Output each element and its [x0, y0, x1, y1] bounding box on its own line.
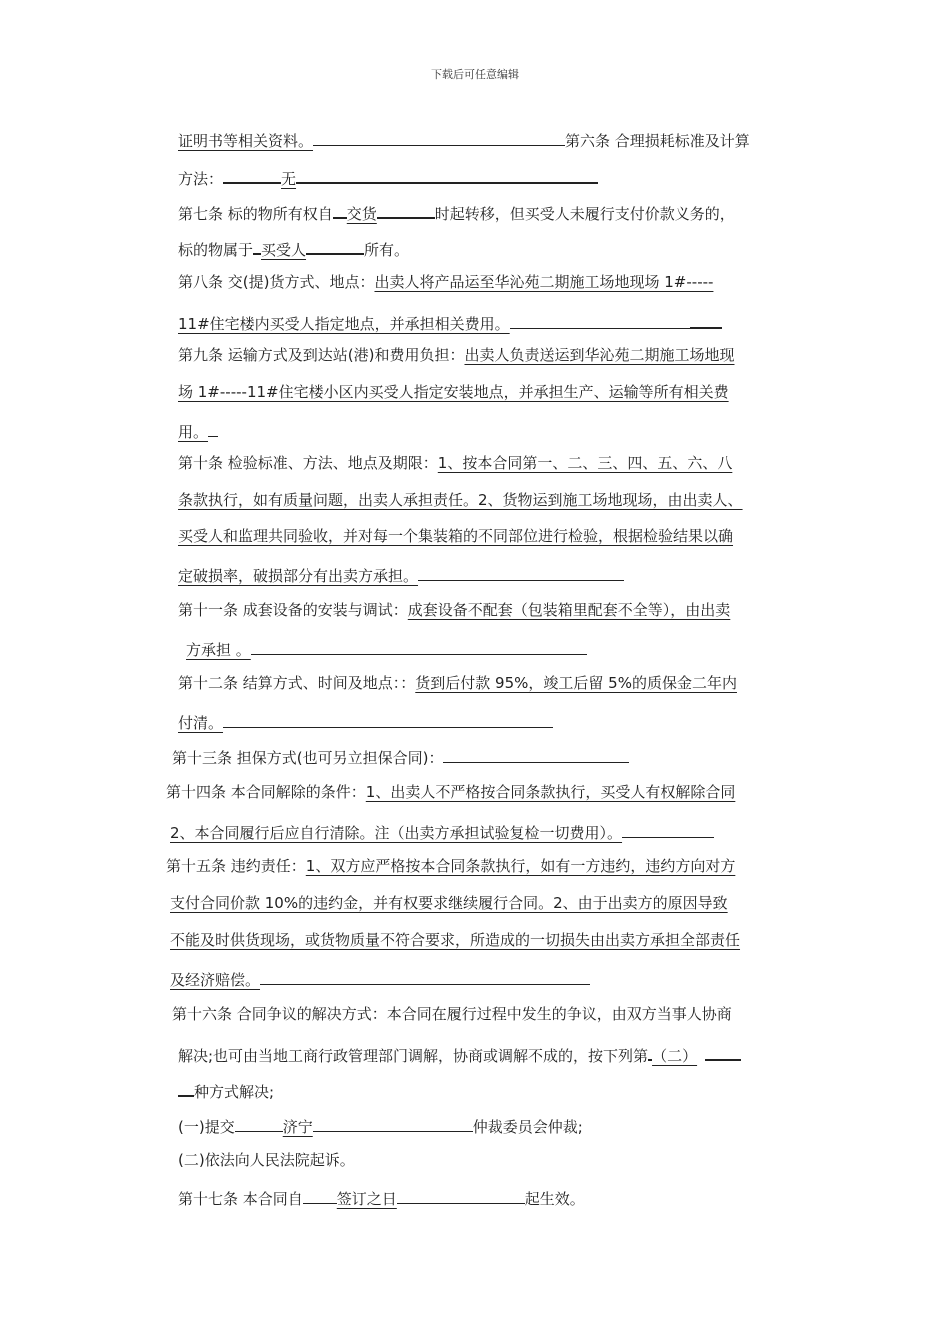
- owner-value: 买受人: [261, 241, 307, 259]
- article17-heading: 第十七条 本合同自: [178, 1190, 303, 1208]
- arbitration-city: 济宁: [282, 1118, 313, 1136]
- line-article6-method: [178, 165, 598, 189]
- line-article16-cont: [178, 1042, 741, 1066]
- blank-field: [303, 1186, 337, 1204]
- option1-suffix: 仲裁委员会仲裁;: [472, 1118, 583, 1136]
- article12-heading: 第十二条 结算方式、时间及地点：：: [178, 674, 416, 692]
- blank-field: [251, 637, 587, 655]
- line-article13: [172, 745, 629, 768]
- line-article14: [166, 782, 735, 802]
- blank-field: [235, 1114, 283, 1132]
- line-article10-cont1: [178, 490, 743, 510]
- article11-heading: 第十一条 成套设备的安装与调试：: [178, 601, 408, 619]
- method-label: 方法：: [178, 170, 224, 188]
- line-article15: [166, 856, 735, 876]
- blank-field: [306, 236, 364, 255]
- article14-terms: 1、出卖人不严格按合同条款执行，买受人有权解除合同: [365, 783, 736, 801]
- blank-field: [510, 311, 690, 329]
- line-article11-cont: [186, 637, 587, 660]
- article8-terms-cont: 11#住宅楼内买受人指定地点，并承担相关费用。: [178, 315, 510, 333]
- article7-text-cont: 时起转移，但买受人未履行支付价款义务的，: [434, 205, 735, 223]
- line-option-court: [178, 1150, 355, 1170]
- line-article16: [172, 1004, 732, 1024]
- line-article9-end: [178, 419, 218, 442]
- article14-heading: 第十四条 本合同解除的条件：: [166, 783, 366, 801]
- line-article10-cont3: [178, 563, 624, 586]
- transfer-point: 交货: [346, 205, 377, 223]
- blank-field: [313, 128, 565, 146]
- blank-field: [253, 236, 261, 255]
- method-value: 无: [281, 170, 297, 188]
- article11-terms: 成套设备不配套（包装箱里配套不全等），由出卖: [407, 601, 731, 619]
- line-article7-owner: [178, 236, 409, 260]
- option2-text: (二)依法向人民法院起诉。: [178, 1151, 355, 1169]
- line-article8: [178, 272, 713, 292]
- line-article8-cont: [178, 310, 722, 334]
- blank-field: [418, 563, 624, 581]
- article16-text-end: 种方式解决;: [194, 1083, 275, 1101]
- dispute-method-choice: （二）: [652, 1047, 698, 1065]
- article11-terms-end: 方承担 。: [186, 641, 251, 659]
- blank-field: [223, 710, 553, 728]
- article12-terms: 货到后付款 95%，竣工后留 5%的质保金二年内: [415, 674, 737, 692]
- line-article9-cont: [178, 382, 729, 402]
- blank-field: [333, 200, 347, 219]
- page-header: 下载后可任意编辑: [431, 68, 519, 81]
- article8-heading: 第八条 交(提)货方式、地点：: [178, 273, 375, 291]
- blank-field: [296, 165, 598, 184]
- blank-field: [705, 1042, 741, 1061]
- line-article15-cont3: [170, 967, 590, 990]
- line-article9: [178, 345, 735, 365]
- article6-heading: 第六条 合理损耗标准及计算: [565, 132, 750, 150]
- line-article15-cont2: [170, 930, 740, 950]
- article10-terms-cont: 条款执行，如有质量问题，出卖人承担责任。2、货物运到施工场地现场，由出卖人、: [178, 491, 743, 509]
- article12-terms-end: 付清。: [178, 714, 224, 732]
- article15-terms-end: 及经济赔偿。: [170, 971, 261, 989]
- blank-field: [313, 1114, 473, 1132]
- line-article11: [178, 600, 730, 620]
- blank-field: [223, 165, 281, 184]
- owner-suffix: 所有。: [364, 241, 410, 259]
- blank-field: [622, 820, 714, 838]
- option1-label: (一)提交: [178, 1118, 235, 1136]
- blank-field: [690, 310, 722, 329]
- blank-field: [377, 200, 435, 219]
- article10-terms-cont: 买受人和监理共同验收，并对每一个集装箱的不同部位进行检验，根据检验结果以确: [178, 527, 734, 545]
- line-article12: [178, 673, 737, 693]
- article8-terms: 出卖人将产品运至华沁苑二期施工场地现场 1#-----: [374, 273, 714, 291]
- article15-heading: 第十五条 违约责任：: [166, 857, 306, 875]
- line-article17: [178, 1186, 585, 1209]
- line-article12-cont: [178, 710, 553, 733]
- article10-terms: 1、按本合同第一、二、三、四、五、六、八: [437, 454, 733, 472]
- line-related-materials: [178, 128, 750, 151]
- article9-heading: 第九条 运输方式及到达站(港)和费用负担：: [178, 346, 465, 364]
- article16-heading: 第十六条 合同争议的解决方式：本合同在履行过程中发生的争议，由双方当事人协商: [172, 1005, 732, 1023]
- line-article15-cont1: [170, 893, 728, 913]
- line-article7: [178, 200, 735, 224]
- article10-terms-end: 定破损率，破损部分有出卖方承担。: [178, 567, 419, 585]
- line-article14-cont: [170, 820, 714, 843]
- materials-text: 证明书等相关资料。: [178, 132, 314, 150]
- blank-field: [443, 745, 629, 763]
- article10-heading: 第十条 检验标准、方法、地点及期限：: [178, 454, 438, 472]
- blank-field: [208, 419, 218, 437]
- article9-terms-cont: 场 1#-----11#住宅楼小区内买受人指定安装地点，并承担生产、运输等所有相关费: [178, 383, 729, 401]
- article15-terms-cont: 支付合同价款 10%的违约金，并有权要求继续履行合同。2、由于出卖方的原因导致: [170, 894, 728, 912]
- article7-text: 第七条 标的物所有权自: [178, 205, 333, 223]
- blank-field: [178, 1078, 194, 1097]
- line-article10: [178, 453, 732, 473]
- line-article10-cont2: [178, 526, 733, 546]
- article15-terms-cont: 不能及时供货现场，或货物质量不符合要求，所造成的一切损失由出卖方承担全部责任: [170, 931, 741, 949]
- article9-terms: 出卖人负责送运到华沁苑二期施工场地现: [464, 346, 735, 364]
- article14-terms-end: 2、本合同履行后应自行清除。注（出卖方承担试验复检一切费用）。: [170, 824, 623, 842]
- article17-suffix: 起生效。: [524, 1190, 585, 1208]
- effective-point: 签订之日: [336, 1190, 397, 1208]
- line-option-arbitration: [178, 1114, 583, 1137]
- article13-heading: 第十三条 担保方式(也可另立担保合同)：: [172, 749, 444, 767]
- owner-label: 标的物属于: [178, 241, 254, 259]
- article9-terms-end: 用。: [178, 423, 209, 441]
- article16-text-cont: 解决;也可由当地工商行政管理部门调解，协商或调解不成的，按下列第: [178, 1047, 649, 1065]
- blank-field: [397, 1186, 525, 1204]
- blank-field: [260, 967, 590, 985]
- article15-terms: 1、双方应严格按本合同条款执行，如有一方违约，违约方向对方: [305, 857, 736, 875]
- line-article16-end: [178, 1078, 274, 1102]
